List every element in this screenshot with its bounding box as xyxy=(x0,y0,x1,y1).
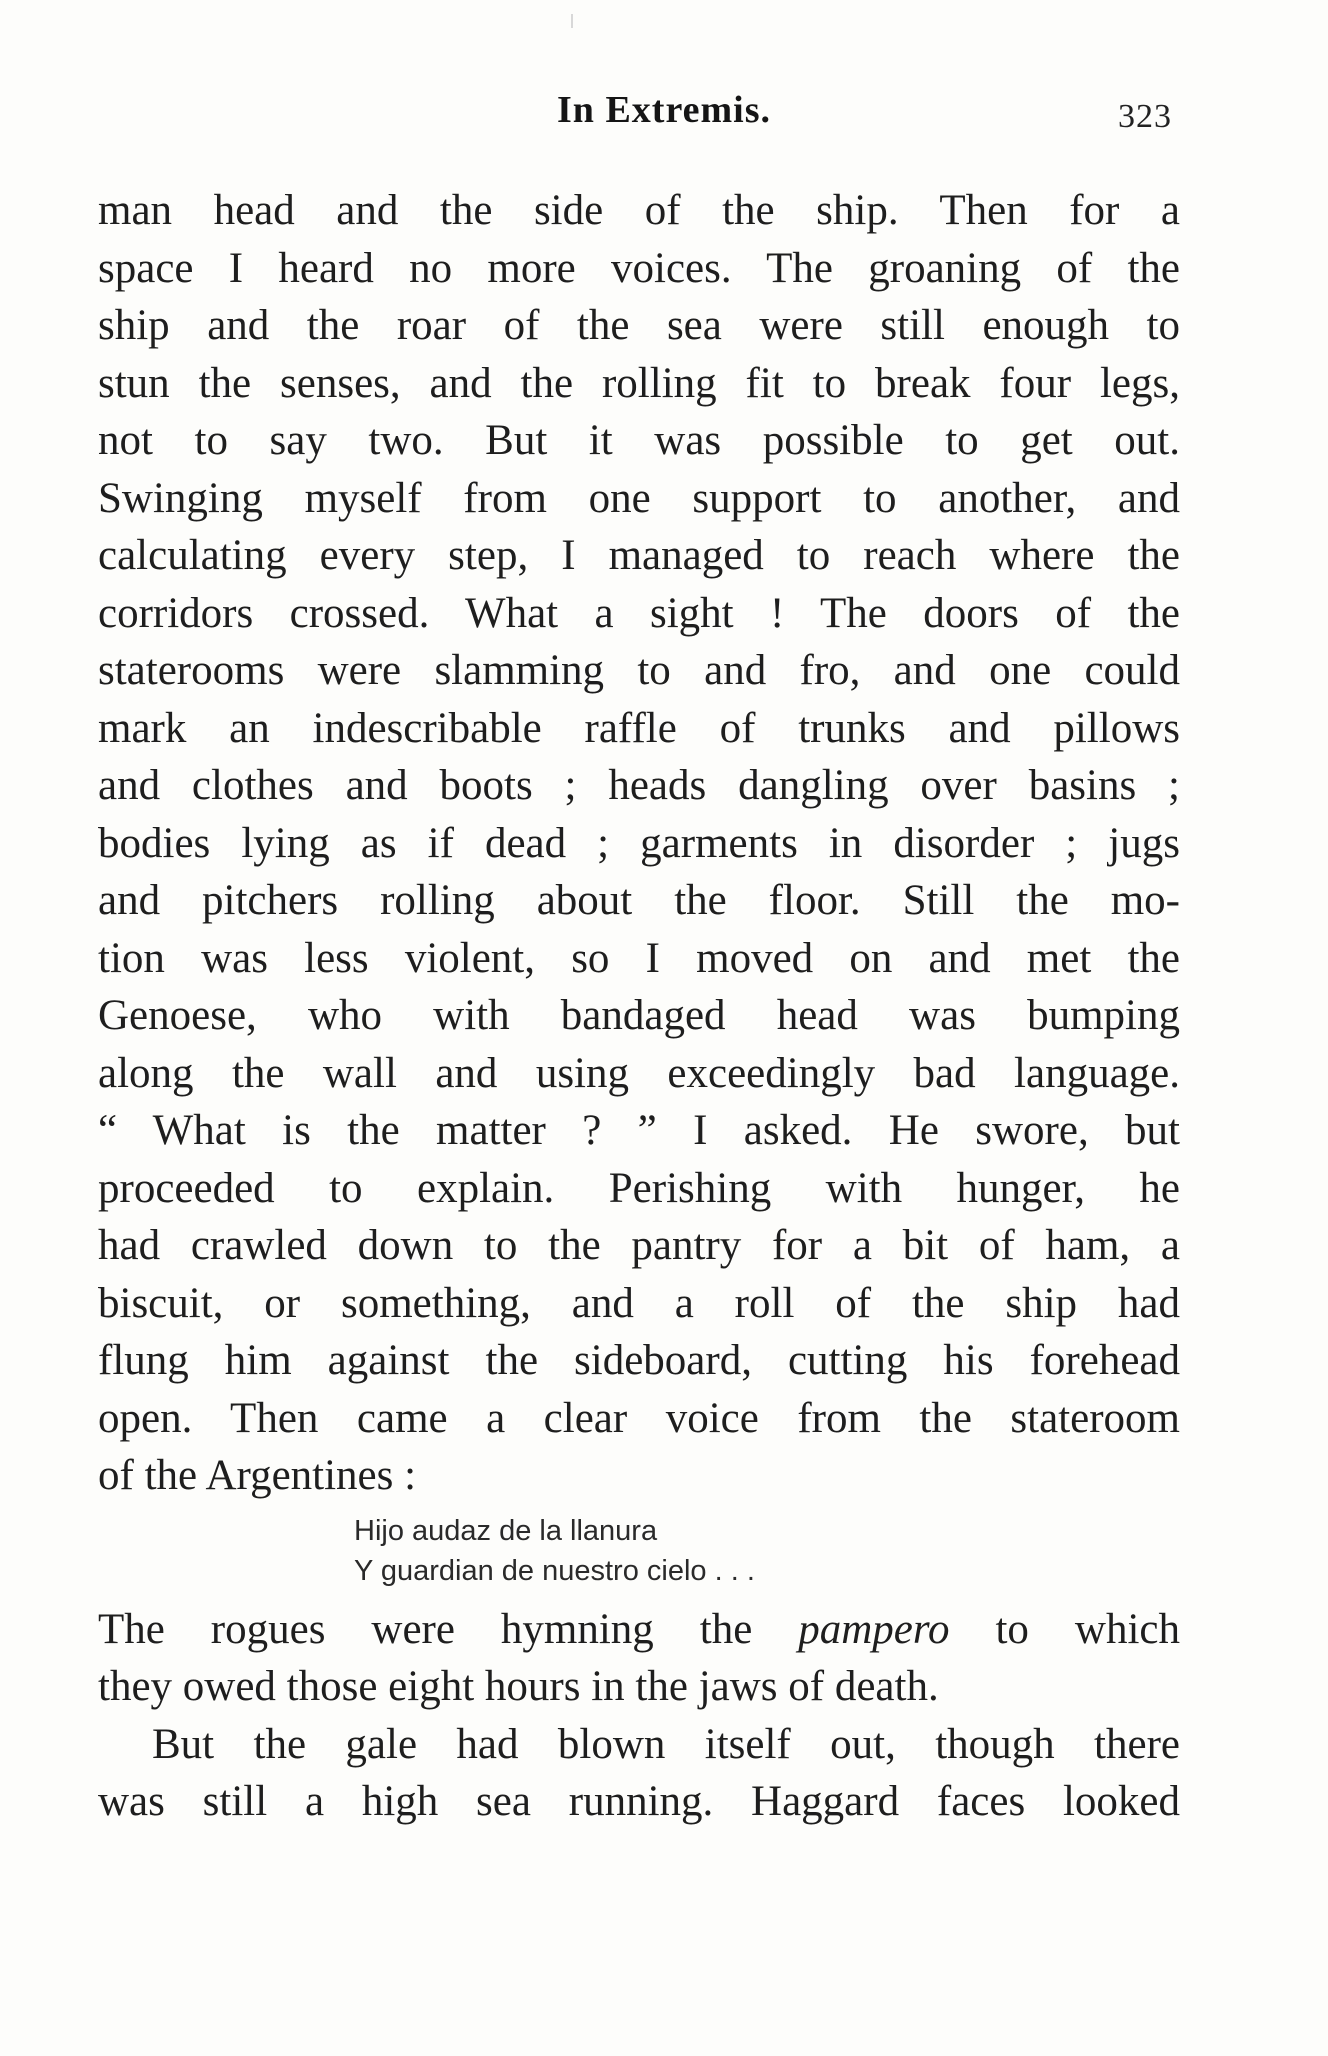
text-run: to which xyxy=(949,1605,1180,1653)
page-number: 323 xyxy=(1118,98,1172,135)
verse-quote xyxy=(354,1511,1180,1591)
text-line: bodies lying as if dead ; garments in disorder ; jugs xyxy=(98,819,1180,867)
text-line: and pitchers rolling about the floor. Still the mo- xyxy=(98,877,1180,924)
text-line: Swinging myself from one support to another, and xyxy=(98,474,1180,522)
verse-line: Y guardian de nuestro cielo . . . xyxy=(354,1554,755,1587)
text-line: But the gale had blown itself out, though there xyxy=(152,1720,1180,1768)
text-line: corridors crossed. What a sight ! The doors of the xyxy=(98,589,1180,637)
page-mark xyxy=(571,14,573,28)
text-line xyxy=(98,1601,1180,1659)
text-line: space I heard no more voices. The groaning of the xyxy=(98,244,1180,292)
text-line: had crawled down to the pantry for a bit of ham, a xyxy=(98,1222,1180,1269)
text-line: “ What is the matter ? ” I asked. He swore, but xyxy=(98,1107,1180,1154)
text-line: they owed those eight hours in the jaws of death. xyxy=(98,1663,939,1710)
text-line: was still a high sea running. Haggard faces looked xyxy=(98,1778,1180,1825)
text-line: man head and the side of the ship. Then for a xyxy=(98,187,1180,234)
text-line: mark an indescribable raffle of trunks and pillows xyxy=(98,704,1180,752)
text-line: and clothes and boots ; heads dangling over basins ; xyxy=(98,762,1180,809)
text-line: Genoese, who with bandaged head was bumping xyxy=(98,992,1180,1039)
italic-word: pampero xyxy=(798,1605,950,1653)
text-line: stun the senses, and the rolling fit to break four legs, xyxy=(98,359,1180,407)
body-text xyxy=(98,182,1180,1831)
verse-line: Hijo audaz de la llanura xyxy=(354,1514,658,1547)
text-line: open. Then came a clear voice from the stateroom xyxy=(98,1394,1180,1442)
text-line: along the wall and using exceedingly bad language. xyxy=(98,1049,1180,1097)
closing-paragraphs xyxy=(98,1601,1180,1831)
text-line: not to say two. But it was possible to get out. xyxy=(98,417,1180,464)
text-line: staterooms were slamming to and fro, and one could xyxy=(98,647,1180,694)
text-line: tion was less violent, so I moved on and met the xyxy=(98,934,1180,982)
running-head: In Extremis. xyxy=(557,89,771,131)
text-line: of the Argentines : xyxy=(98,1452,417,1499)
text-line: proceeded to explain. Perishing with hunger, he xyxy=(98,1164,1180,1212)
text-run: The rogues were hymning the xyxy=(98,1605,799,1653)
text-line: flung him against the sideboard, cutting his forehead xyxy=(98,1337,1180,1384)
text-line: biscuit, or something, and a roll of the ship had xyxy=(98,1279,1180,1327)
text-line: calculating every step, I managed to reach where the xyxy=(98,532,1180,579)
text-line: ship and the roar of the sea were still enough to xyxy=(98,302,1180,349)
